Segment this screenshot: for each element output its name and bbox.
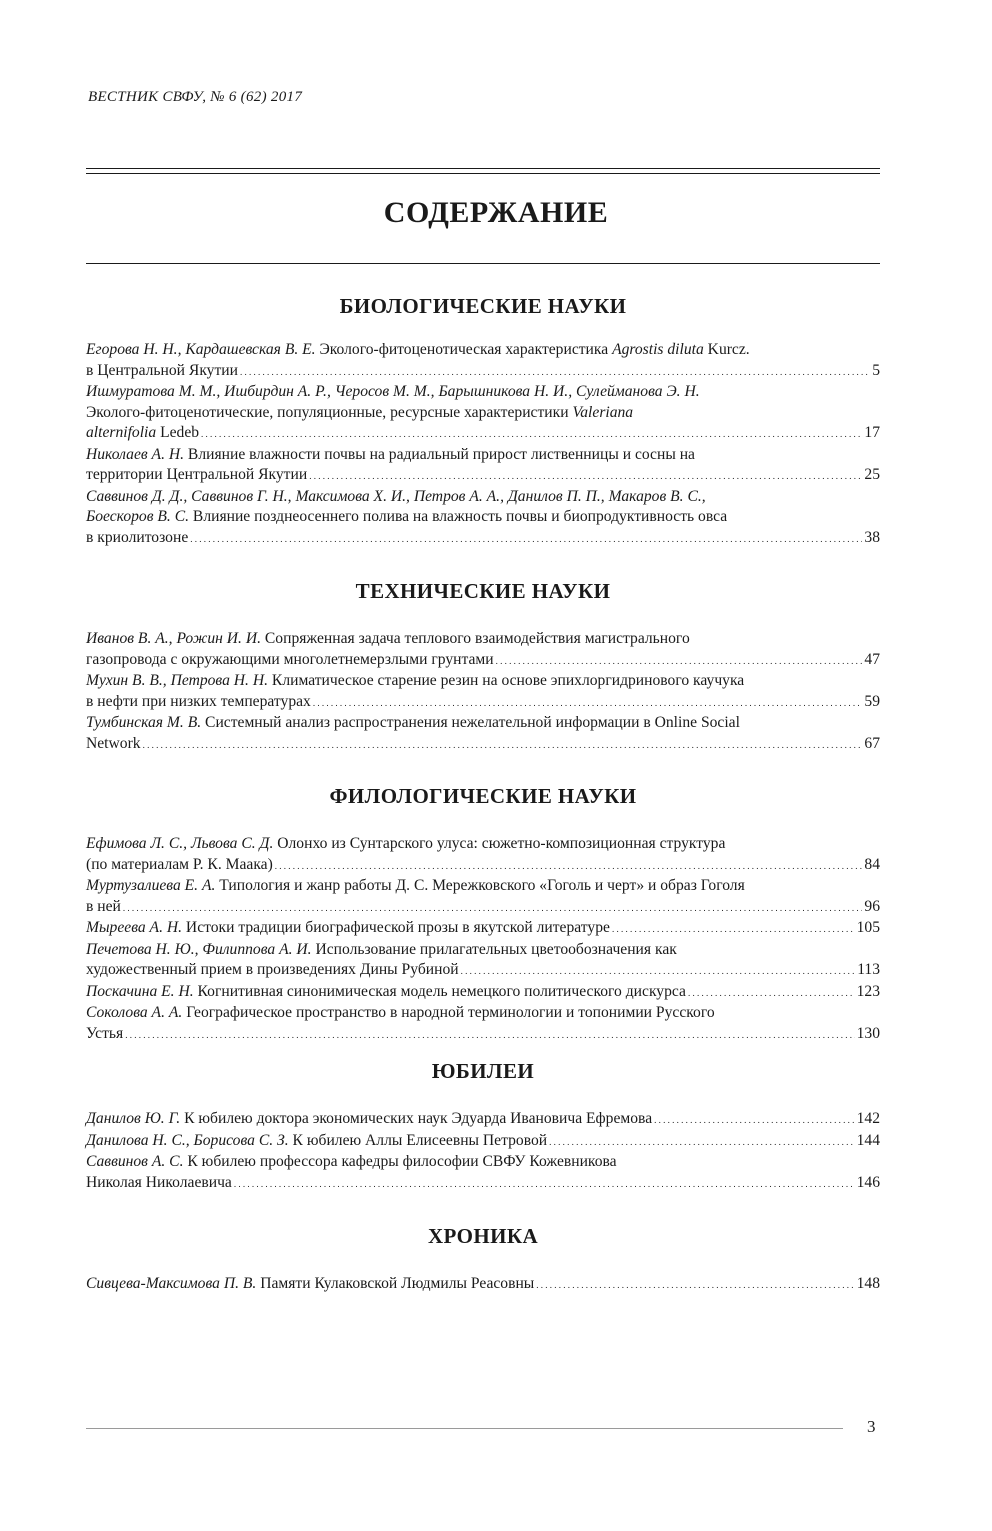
entry-page: 96	[864, 897, 880, 915]
entry-authors: Саввинов А. С.	[86, 1153, 184, 1170]
entry-title: Олонхо из Сунтарского улуса: сюжетно-композиционная структура	[273, 835, 726, 852]
entry-page: 144	[856, 1131, 880, 1149]
toc-entry[interactable]	[86, 340, 880, 382]
dot-leader	[123, 898, 863, 919]
entry-authors: Печетова Н. Ю., Филиппова А. И.	[86, 940, 312, 958]
entry-title: (по материалам Р. К. Маака)	[86, 855, 273, 873]
entry-authors: Мухин В. В., Петрова Н. Н.	[86, 672, 269, 689]
entry-title: Использование прилагательных цветообозначения как	[311, 940, 677, 958]
page-title: СОДЕРЖАНИЕ	[383, 196, 609, 229]
entry-title: территории Центральной Якутии	[86, 466, 308, 483]
entry-title: Сопряженная задача теплового взаимодействия магистрального	[261, 630, 690, 647]
dot-leader	[549, 1132, 855, 1153]
header-rule-top	[86, 168, 880, 169]
section-chronicle	[86, 1222, 880, 1296]
entry-title: Истоки традиции биографической прозы в якутской литературе	[182, 919, 610, 936]
toc-entry[interactable]	[86, 445, 880, 487]
entry-title-species: alternifolia	[86, 424, 157, 441]
section-technical	[86, 577, 880, 755]
entry-authors: Иванов В. А., Рожин И. И.	[86, 630, 261, 647]
section-title: ЮБИЛЕИ	[431, 1059, 535, 1083]
entry-authors: Ишмуратова М. М., Ишбирдин А. Р., Черосов М. М., Барышникова Н. И., Сулейманова Э. Н.	[86, 383, 700, 400]
dot-leader	[275, 856, 863, 877]
toc-entry[interactable]	[86, 1274, 880, 1296]
section-title: ТЕХНИЧЕСКИЕ НАУКИ	[355, 579, 611, 603]
entry-title: К юбилею профессора кафедры философии СВФУ Кожевникова	[183, 1153, 617, 1170]
entry-title: Эколого-фитоценотическая характеристика	[315, 341, 613, 358]
entry-authors: Боескоров В. С.	[86, 508, 190, 525]
entry-title: газопровода с окружающими многолетнемерзлыми грунтами	[86, 650, 494, 668]
entry-title: Устья	[86, 1024, 124, 1042]
entry-page: 130	[856, 1024, 880, 1042]
entry-page: 105	[856, 919, 880, 936]
dot-leader	[654, 1110, 854, 1131]
entry-authors: Поскачина Е. Н.	[86, 982, 194, 1000]
entry-page: 5	[872, 361, 880, 379]
header-rule-bottom	[86, 173, 880, 174]
toc-entry[interactable]	[86, 1109, 880, 1131]
toc-entry[interactable]	[86, 1003, 880, 1045]
dot-leader	[461, 961, 856, 982]
entry-page: 25	[864, 466, 880, 483]
entry-title: Влияние позднеосеннего полива на влажность почвы и биопродуктивность овса	[189, 508, 728, 525]
entry-authors: Николаев А. Н.	[86, 445, 185, 463]
entry-title: Памяти Кулаковской Людмилы Реасовны	[256, 1275, 535, 1292]
dot-leader	[612, 919, 855, 940]
entry-title: Эколого-фитоценотические, популяционные, ресурсные характеристики	[86, 403, 573, 421]
dot-leader	[313, 693, 863, 714]
entry-title: в ней	[86, 897, 121, 915]
entry-title: художественный прием в произведениях Дины Рубиной	[86, 961, 459, 978]
toc-entry[interactable]	[86, 982, 880, 1004]
entry-title: Климатическое старение резин на основе эпихлоргидринового каучука	[268, 672, 745, 689]
toc-entry[interactable]	[86, 671, 880, 713]
footer-page-number: 3	[867, 1417, 876, 1436]
entry-page: 146	[856, 1173, 880, 1191]
toc-entry[interactable]	[86, 1131, 880, 1153]
entry-page: 148	[856, 1275, 880, 1292]
title-rule	[86, 263, 880, 264]
entry-authors: Соколова А. А.	[86, 1004, 183, 1021]
toc-entry[interactable]	[86, 940, 880, 982]
entry-title-species: Agrostis diluta	[612, 341, 704, 358]
dot-leader	[309, 466, 862, 487]
entry-authors: Тумбинская М. В.	[86, 714, 202, 731]
entry-title: Ledeb	[156, 424, 200, 441]
section-biology	[86, 292, 880, 549]
toc-entry[interactable]	[86, 382, 880, 445]
entry-page: 47	[864, 650, 880, 668]
entry-authors: Данилов Ю. Г.	[86, 1110, 181, 1127]
entry-page: 113	[857, 961, 880, 978]
entry-title: Типология и жанр работы Д. С. Мережковского «Гоголь и черт» и образ Гоголя	[215, 877, 745, 894]
entry-page: 67	[864, 734, 880, 752]
entry-title: Kurcz.	[703, 341, 750, 358]
dot-leader	[125, 1025, 854, 1046]
dot-leader	[143, 735, 863, 756]
entry-title: в криолитозоне	[86, 528, 189, 546]
entry-title: К юбилею доктора экономических наук Эдуарда Ивановича Ефремова	[180, 1110, 653, 1127]
toc-entry[interactable]	[86, 487, 880, 550]
section-jubilees	[86, 1057, 880, 1194]
entry-page: 59	[864, 692, 880, 710]
entry-title: в Центральной Якутии	[86, 361, 238, 379]
footer-rule	[86, 1428, 843, 1429]
journal-header: ВЕСТНИК СВФУ, № 6 (62) 2017	[88, 89, 303, 105]
section-title: ФИЛОЛОГИЧЕСКИЕ НАУКИ	[329, 784, 637, 808]
entry-authors: Егорова Н. Н., Кардашевская В. Е.	[86, 341, 316, 358]
entry-page: 17	[864, 424, 880, 441]
toc-entry[interactable]	[86, 876, 880, 918]
entry-authors: Ефимова Л. С., Львова С. Д.	[86, 835, 274, 852]
entry-page: 123	[856, 982, 880, 1000]
dot-leader	[496, 651, 863, 672]
dot-leader	[536, 1275, 854, 1296]
dot-leader	[234, 1174, 855, 1195]
entry-title: Николая Николаевича	[86, 1173, 232, 1191]
entry-title: Влияние влажности почвы на радиальный прирост лиственницы и сосны на	[184, 445, 695, 463]
dot-leader	[201, 424, 862, 445]
toc-entry[interactable]	[86, 1152, 880, 1194]
toc-entry[interactable]	[86, 629, 880, 671]
section-title: БИОЛОГИЧЕСКИЕ НАУКИ	[339, 294, 627, 318]
entry-page: 38	[864, 528, 880, 546]
entry-title: К юбилею Аллы Елисеевны Петровой	[288, 1131, 548, 1149]
toc-entry[interactable]	[86, 713, 880, 755]
entry-authors: Саввинов Д. Д., Саввинов Г. Н., Максимова Х. И., Петров А. А., Данилов П. П., Макаров В. С.,	[86, 487, 706, 505]
entry-authors: Данилова Н. С., Борисова С. З.	[86, 1131, 289, 1149]
toc-entry[interactable]	[86, 918, 880, 940]
entry-title: в нефти при низких температурах	[86, 692, 311, 710]
entry-authors: Мыреева А. Н.	[86, 919, 183, 936]
entry-title: Network	[86, 734, 141, 752]
entry-title: Географическое пространство в народной терминологии и топонимии Русского	[182, 1004, 715, 1021]
entry-title-species: Valeriana	[572, 403, 634, 421]
entry-page: 84	[864, 855, 880, 873]
section-philology	[86, 782, 880, 1045]
dot-leader	[688, 983, 855, 1004]
section-title: ХРОНИКА	[427, 1224, 539, 1248]
dot-leader	[190, 529, 862, 550]
toc-entry[interactable]	[86, 834, 880, 876]
entry-authors: Сивцева-Максимова П. В.	[86, 1275, 257, 1292]
entry-authors: Муртузалиева Е. А.	[86, 877, 216, 894]
entry-title: Системный анализ распространения нежелательной информации в Online Social	[201, 714, 740, 731]
dot-leader	[240, 362, 870, 383]
entry-title: Когнитивная синонимическая модель немецкого политического дискурса	[193, 982, 686, 1000]
entry-page: 142	[856, 1110, 880, 1127]
